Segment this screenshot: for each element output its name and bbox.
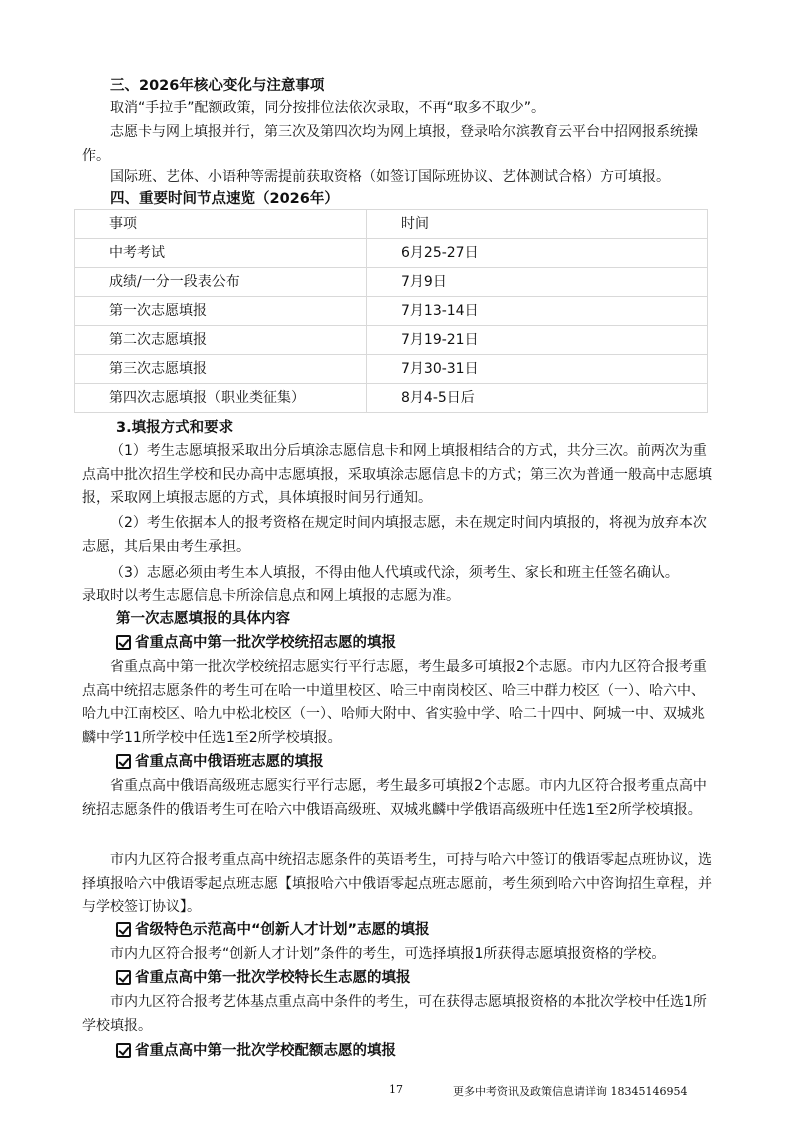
table-cell: 成绩/一分一段表公布 [75,268,367,297]
subheading-quota [116,1041,396,1061]
table-cell: 7月9日 [367,268,708,297]
table-row [75,355,708,384]
table-cell: 第三次志愿填报 [75,355,367,384]
table-row [75,239,708,268]
table-row [75,384,708,413]
table-cell: 7月30-31日 [367,355,708,384]
table-header-cell: 事项 [75,210,367,239]
subheading-innovation-text: 省级特色示范高中“创新人才计划”志愿的填报 [135,922,430,938]
timeline-table [74,209,708,413]
subheading-unified-text: 省重点高中第一批次学校统招志愿的填报 [135,635,396,651]
footer-contact: 更多中考资讯及政策信息请详询 18345146954 [453,1085,688,1098]
section-4-heading: 四、重要时间节点速览（2026年） [110,191,339,207]
table-cell: 第一次志愿填报 [75,297,367,326]
table-row [75,268,708,297]
innovation-para: 市内九区符合报考“创新人才计划”条件的考生，可选择填报1所获得志愿填报资格的学校。 [110,946,666,962]
subheading-quota-text: 省重点高中第一批次学校配额志愿的填报 [135,1043,396,1059]
table-cell: 7月19-21日 [367,326,708,355]
subheading-specialty-text: 省重点高中第一批次学校特长生志愿的填报 [135,970,411,986]
fill-method-para-2: （2）考生依据本人的报考资格在规定时间内填报志愿，未在规定时间内填报的，将视为放弃本次志愿，其后果由考生承担。 [82,515,707,555]
table-cell: 7月13-14日 [367,297,708,326]
table-cell: 8月4-5日后 [367,384,708,413]
section-3-para-1: 取消“手拉手”配额政策，同分按排位法依次录取，不再“取多不取少”。 [110,100,546,116]
section-3-heading: 三、2026年核心变化与注意事项 [110,78,325,94]
subheading-specialty [116,968,411,988]
table-cell: 第四次志愿填报（职业类征集） [75,384,367,413]
fill-method-para-4: 录取时以考生志愿信息卡所涂信息点和网上填报的志愿为准。 [82,588,460,604]
page-number: 17 [389,1083,403,1096]
table-row [75,297,708,326]
subheading-russian [116,752,324,772]
checkbox-icon [116,635,131,650]
table-row [75,326,708,355]
table-cell: 中考考试 [75,239,367,268]
unified-para: 省重点高中第一批次学校统招志愿实行平行志愿，考生最多可填报2个志愿。市内九区符合报考重点高中统招志愿条件的考生可在哈一中道里校区、哈三中南岗校区、哈三中群力校区（一）、哈六中、哈九中江南校区、哈九中松北校区（一）、哈师大附中、省实验中学、哈二十四中、阿城一中、双城兆麟中学11所学校中任选1至2所学校填报。 [82,659,707,746]
russian-para-2: 市内九区符合报考重点高中统招志愿条件的英语考生，可持与哈六中签订的俄语零起点班协议，选择填报哈六中俄语零起点班志愿【填报哈六中俄语零起点班志愿前，考生须到哈六中咨询招生章程，并与学校签订协议】。 [82,852,712,915]
fill-method-para-1: （1）考生志愿填报采取出分后填涂志愿信息卡和网上填报相结合的方式，共分三次。前两次为重点高中批次招生学校和民办高中志愿填报，采取填涂志愿信息卡的方式；第三次为普通一般高中志愿填报，采取网上填报志愿的方式，具体填报时间另行通知。 [82,443,712,506]
section-fill-method-heading: 3.填报方式和要求 [116,420,234,436]
fill-method-para-3: （3）志愿必须由考生本人填报，不得由他人代填或代涂，须考生、家长和班主任签名确认。 [110,565,679,581]
specialty-para: 市内九区符合报考艺体基点重点高中条件的考生，可在获得志愿填报资格的本批次学校中任选1所学校填报。 [82,994,707,1034]
table-cell: 第二次志愿填报 [75,326,367,355]
subheading-unified [116,633,396,653]
checkbox-icon [116,970,131,985]
table-header-cell: 时间 [367,210,708,239]
checkbox-icon [116,922,131,937]
first-round-heading: 第一次志愿填报的具体内容 [116,611,290,627]
subheading-innovation [116,920,430,940]
section-3-para-3: 国际班、艺体、小语种等需提前获取资格（如签订国际班协议、艺体测试合格）方可填报。 [110,169,670,185]
subheading-russian-text: 省重点高中俄语班志愿的填报 [135,754,324,770]
checkbox-icon [116,754,131,769]
table-header-row [75,210,708,239]
russian-para-1: 省重点高中俄语高级班志愿实行平行志愿，考生最多可填报2个志愿。市内九区符合报考重点高中统招志愿条件的俄语考生可在哈六中俄语高级班、双城兆麟中学俄语高级班中任选1至2所学校填报。 [82,778,707,818]
checkbox-icon [116,1043,131,1058]
table-cell: 6月25-27日 [367,239,708,268]
section-3-para-2: 志愿卡与网上填报并行，第三次及第四次均为网上填报，登录哈尔滨教育云平台中招网报系统操作。 [82,124,698,164]
